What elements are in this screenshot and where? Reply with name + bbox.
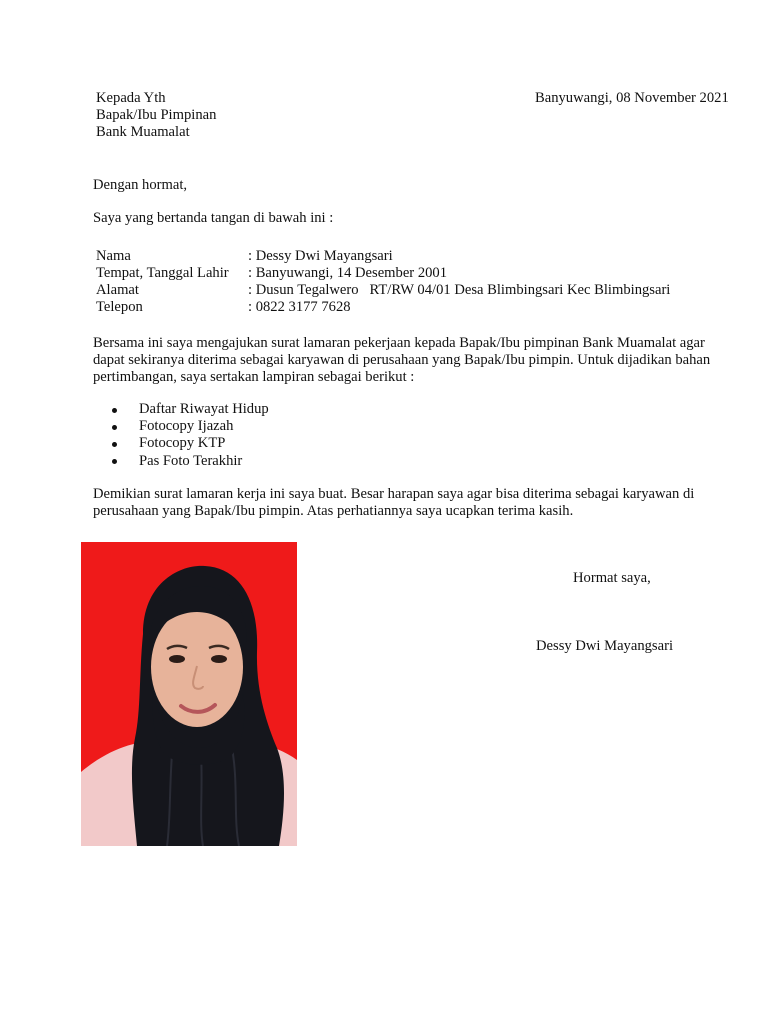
closing-salutation: Hormat saya, <box>573 570 651 586</box>
bullet-icon <box>112 442 117 447</box>
identity-key: Telepon <box>96 299 143 315</box>
bullet-icon <box>112 408 117 413</box>
attachment-label: Pas Foto Terakhir <box>139 452 243 469</box>
closing-paragraph: Demikian surat lamaran kerja ini saya buat. Besar harapan saya agar bisa diterima sebagai karyawan di perusahaan yang Bapak/Ibu pimpin. Atas perhatiannya saya ucapkan terima kasih. <box>93 486 695 520</box>
identity-row <box>96 299 670 316</box>
identity-value: : 0822 3177 7628 <box>248 299 351 315</box>
recipient-line: Kepada Yth <box>96 90 166 106</box>
identity-key: Tempat, Tanggal Lahir <box>96 265 229 281</box>
applicant-photo <box>81 542 297 846</box>
attachment-label: Daftar Riwayat Hidup <box>139 401 269 417</box>
signer-name: Dessy Dwi Mayangsari <box>536 638 673 654</box>
attachment-label: Fotocopy Ijazah <box>139 418 234 435</box>
place-date: Banyuwangi, 08 November 2021 <box>535 90 729 106</box>
list-item <box>112 418 269 435</box>
identity-table <box>96 248 670 316</box>
list-item <box>112 435 269 452</box>
intro-text: Saya yang bertanda tangan di bawah ini : <box>93 210 334 226</box>
identity-value: : Banyuwangi, 14 Desember 2001 <box>248 265 448 281</box>
list-item <box>112 453 269 470</box>
identity-value: : Dessy Dwi Mayangsari <box>248 248 393 264</box>
portrait-illustration <box>81 542 297 846</box>
body-paragraph: Bersama ini saya mengajukan surat lamaran pekerjaan kepada Bapak/Ibu pimpinan Bank Muamalat agar dapat sekiranya diterima sebagai karyawan di perusahaan yang Bapak/Ibu pimpin. Untuk dijadikan bahan pertimbangan, saya sertakan lampiran sebagai berikut : <box>93 335 711 386</box>
identity-row <box>96 282 670 299</box>
greeting: Dengan hormat, <box>93 177 188 193</box>
recipient-line: Bapak/Ibu Pimpinan <box>96 107 217 123</box>
attachment-label: Fotocopy KTP <box>139 435 226 452</box>
bullet-icon <box>112 425 117 430</box>
identity-key: Nama <box>96 248 131 264</box>
identity-row <box>96 265 670 282</box>
list-item <box>112 401 269 418</box>
identity-key: Alamat <box>96 282 139 298</box>
identity-row <box>96 248 670 265</box>
recipient-block <box>96 90 216 141</box>
identity-value: : Dusun Tegalwero RT/RW 04/01 Desa Blimbingsari Kec Blimbingsari <box>248 282 671 298</box>
recipient-line: Bank Muamalat <box>96 124 190 140</box>
bullet-icon <box>112 459 117 464</box>
attachment-list <box>112 401 269 470</box>
